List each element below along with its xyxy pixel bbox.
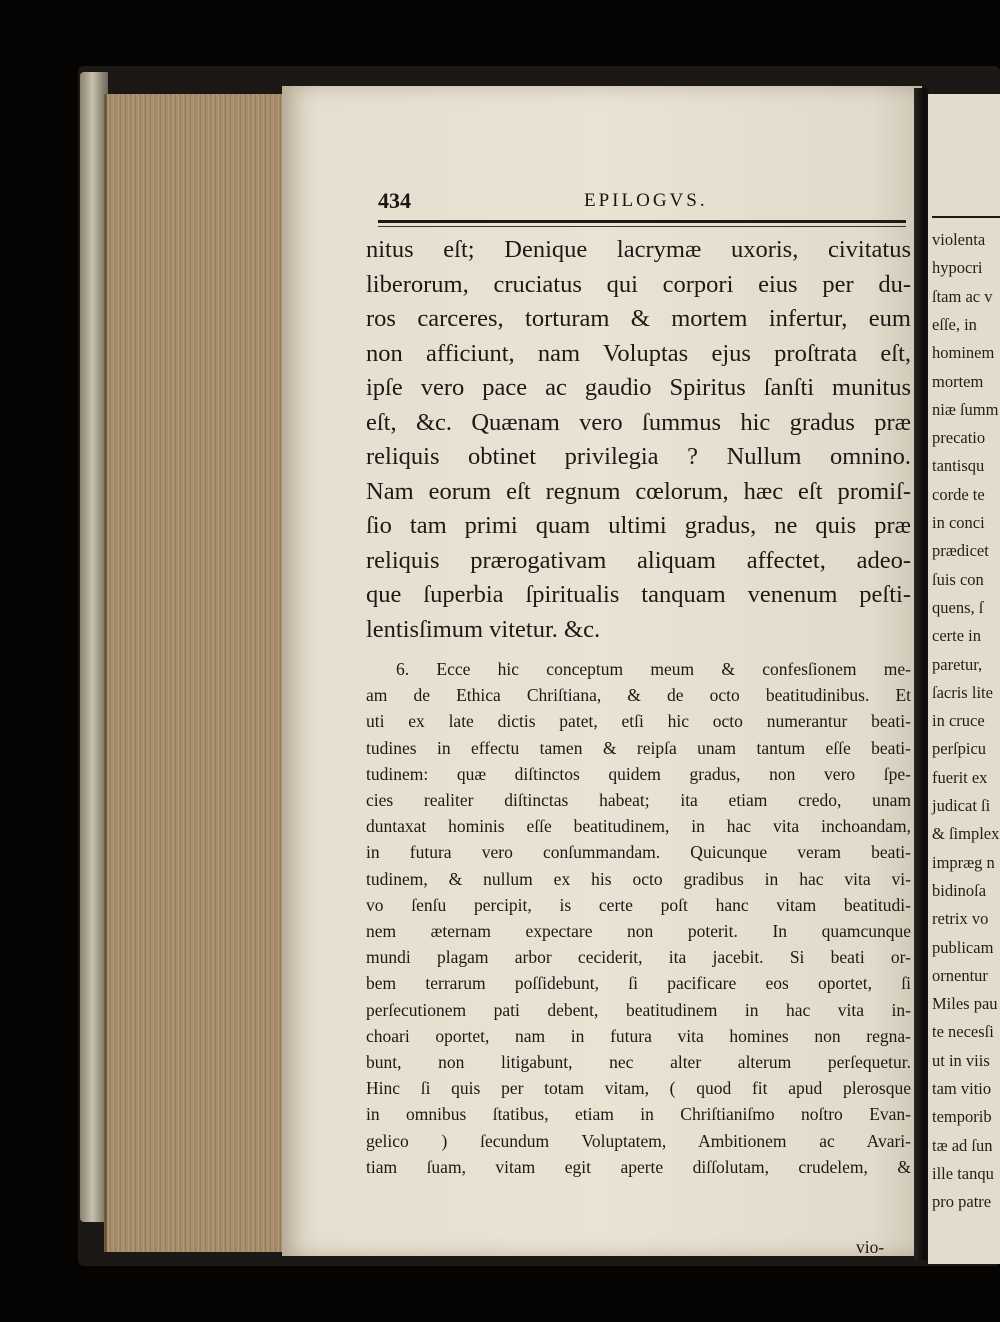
text-line: Nam eorum eſt regnum cœlorum, hæc eſt promiſ- — [366, 477, 911, 505]
text-line: mundi plagam arbor ceciderit, ita jacebit. Si beati or- — [366, 947, 911, 968]
facing-line: bidinoſa — [932, 880, 987, 900]
text-line: choari oportet, nam in futura vita homines non regna- — [366, 1025, 911, 1046]
text-line: liberorum, cruciatus qui corpori eius per du- — [366, 270, 911, 298]
facing-line: prædicet — [932, 541, 989, 561]
page-edges — [104, 94, 291, 1252]
running-head: EPILOGVS. — [584, 190, 708, 211]
text-line: reliquis obtinet privilegia ? Nullum omnino. — [366, 443, 911, 470]
facing-line: Miles pau — [932, 994, 998, 1014]
facing-line: temporib — [932, 1107, 992, 1127]
facing-line: judicat ſi — [932, 796, 991, 815]
facing-line: hypocri — [932, 258, 983, 278]
facing-line: retrix vo — [932, 909, 989, 929]
text-line: tudinem: quæ diſtinctos quidem gradus, non vero ſpe- — [366, 763, 911, 784]
facing-line: mortem — [932, 371, 984, 391]
text-line: tudinem, & nullum ex his octo gradibus in hac vita vi- — [366, 868, 911, 889]
text-line: tiam ſuam, vitam egit aperte diſſolutam, crudelem, & — [366, 1156, 911, 1177]
text-line: am de Ethica Chriſtiana, & de octo beatitudinibus. Et — [366, 685, 911, 706]
facing-line: in cruce — [932, 711, 985, 731]
text-line: non afficiunt, nam Voluptas ejus proſtrata eſt, — [366, 339, 911, 367]
facing-line: tantisqu — [932, 456, 985, 476]
text-line: duntaxat hominis eſſe beatitudinem, in hac vita inchoandam, — [366, 816, 911, 837]
facing-line: eſſe, in — [932, 314, 977, 334]
text-line: ipſe vero pace ac gaudio Spiritus ſanſti munitus — [366, 374, 911, 401]
facing-line: publicam — [932, 937, 994, 957]
text-line: nem æternam expectare non poterit. In quamcunque — [366, 921, 911, 941]
facing-line: quens, ſ — [932, 597, 984, 617]
text-line: perſecutionem pati debent, beatitudinem in hac vita in- — [366, 999, 911, 1020]
facing-line: certe in — [932, 626, 982, 646]
facing-header-rule — [932, 216, 1000, 218]
facing-line: in conci — [932, 513, 985, 532]
facing-line: hominem — [932, 343, 995, 363]
text-line: ſio tam primi quam ultimi gradus, ne quis præ — [366, 512, 911, 539]
text-line: in omnibus ſtatibus, etiam in Chriſtianiſmo noſtro Evan- — [366, 1104, 911, 1125]
text-line: vo ſenſu percipit, is certe poſt hanc vitam beatitudi- — [366, 894, 911, 915]
text-line: tudines in effectu tamen & reipſa unam tantum eſſe beati- — [366, 737, 911, 758]
header-rule-thin — [378, 226, 906, 227]
facing-line: tæ ad ſun — [932, 1135, 993, 1155]
facing-line: pro patre — [932, 1192, 992, 1212]
facing-line: perſpicu — [932, 739, 987, 759]
text-line: cies realiter diſtinctas habeat; ita etiam credo, unam — [366, 790, 911, 810]
facing-line: ſtam ac v — [932, 286, 993, 306]
facing-line: ille tanqu — [932, 1163, 994, 1183]
facing-line: niæ ſumm — [932, 399, 999, 419]
facing-line: ſuis con — [932, 569, 984, 589]
text-line: eſt, &c. Quænam vero ſummus hic gradus præ — [366, 408, 911, 436]
facing-line: fuerit ex — [932, 767, 988, 787]
text-line: ros carceres, torturam & mortem infertur, eum — [366, 305, 911, 332]
text-line: reliquis prærogativam aliquam affectet, adeo- — [366, 546, 911, 574]
facing-line: ornentur — [932, 965, 988, 985]
header-rule — [378, 220, 906, 223]
facing-line: corde te — [932, 484, 985, 504]
facing-line: ſacris lite — [932, 682, 993, 702]
text-line: que ſuperbia ſpiritualis tanquam venenum peſti- — [366, 581, 911, 608]
page-number: 434 — [378, 188, 411, 213]
text-line: nitus eſt; Denique lacrymæ uxoris, civitatus — [366, 236, 911, 263]
text-line: uti ex late dictis patet, etſi hic octo numerantur beati- — [366, 711, 911, 732]
catchword: vio- — [856, 1237, 885, 1257]
facing-line: ut in viis — [932, 1050, 990, 1070]
text-line: bem terrarum poſſidebunt, ſi pacificare eos oportet, ſi — [366, 973, 911, 994]
text-line: Hinc ſi quis per totam vitam, ( quod fit apud plerosque — [366, 1078, 911, 1099]
text-line: lentisſimum vitetur. &c. — [366, 615, 601, 643]
text-line: 6. Ecce hic conceptum meum & confesſionem me- — [396, 659, 911, 679]
facing-line: & ſimplex — [932, 824, 1000, 844]
facing-line: te necesſi — [932, 1022, 994, 1042]
page-header — [378, 186, 898, 220]
text-line: in futura vero conſummandam. Quicunque veram beati- — [366, 842, 911, 863]
facing-line: precatio — [932, 428, 986, 448]
facing-line: violenta — [932, 230, 986, 249]
facing-line: tam vitio — [932, 1079, 992, 1098]
text-line: bunt, non litigabunt, nec alter alterum perſequetur. — [366, 1052, 911, 1072]
facing-line: impræg n — [932, 852, 995, 872]
facing-line: paretur, — [932, 654, 983, 674]
text-line: gelico ) ſecundum Voluptatem, Ambitionem ac Avari- — [366, 1130, 911, 1151]
